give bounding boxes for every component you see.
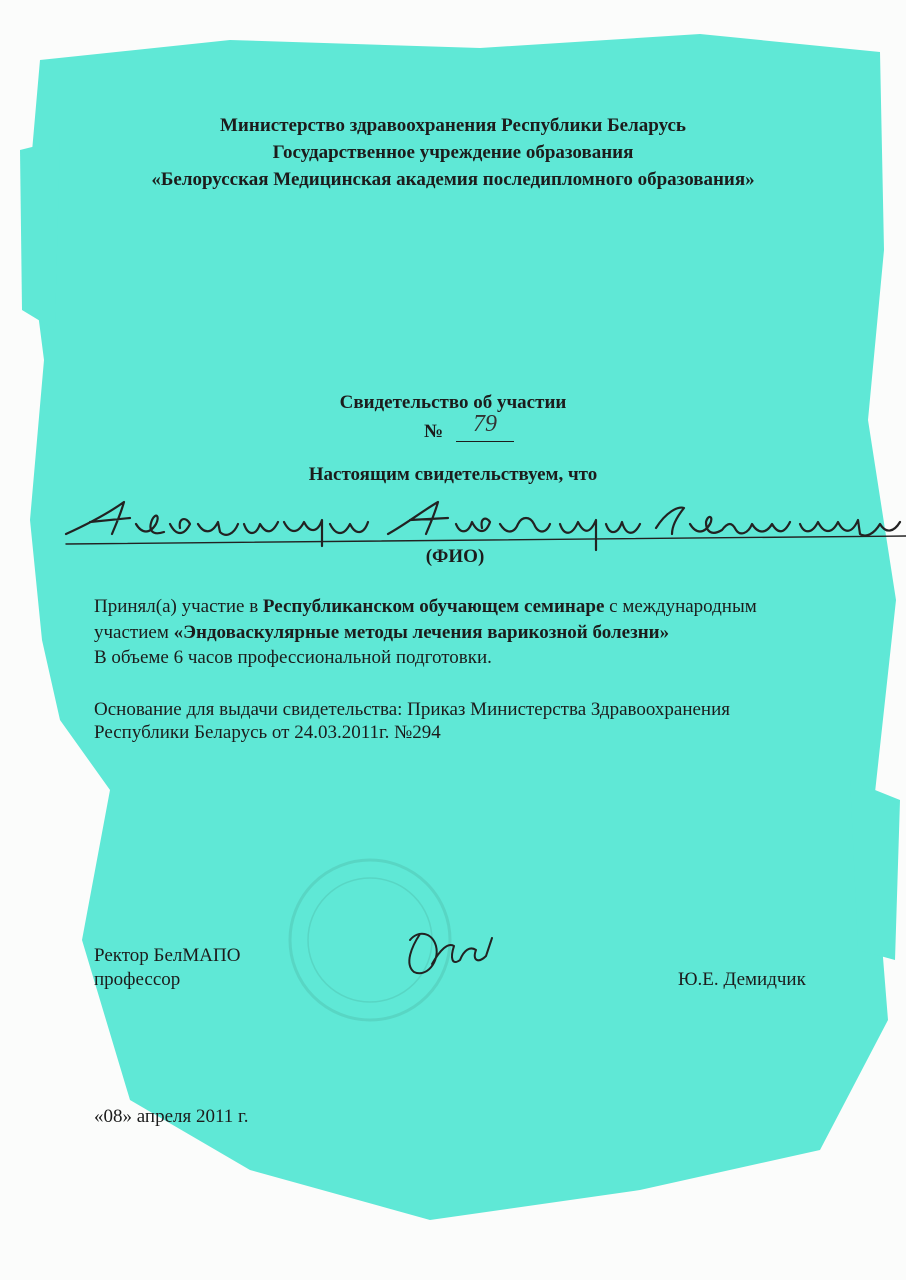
signatory-title: Ректор БелМАПО <box>94 945 241 966</box>
signatory-name: Ю.Е. Демидчик <box>678 969 806 990</box>
basis-line-1: Основание для выдачи свидетельства: Приказ Министерства Здравоохранения <box>94 699 731 720</box>
training-hours-line: В объеме 6 часов профессиональной подготовки. <box>94 647 492 668</box>
number-label: № <box>424 421 444 442</box>
certificate-title: Свидетельство об участии <box>339 392 567 413</box>
institution-type-heading: Государственное учреждение образования <box>272 142 634 163</box>
basis-line-2: Республики Беларусь от 24.03.2011г. №294 <box>94 722 441 743</box>
name-caption: (ФИО) <box>425 546 485 567</box>
certificate-number: 79 <box>473 411 497 437</box>
signatory-rank: профессор <box>94 969 181 990</box>
ministry-heading: Министерство здравоохранения Республики Беларусь <box>220 115 686 136</box>
rector-signature <box>392 920 502 990</box>
number-underline <box>456 441 514 442</box>
issue-date: «08» апреля 2011 г. <box>94 1106 249 1127</box>
attestation-line: Настоящим свидетельствуем, что <box>308 464 598 485</box>
participation-line-2: участием «Эндоваскулярные методы лечения варикозной болезни» <box>94 622 670 643</box>
academy-heading: «Белорусская Медицинская академия последипломного образования» <box>151 169 755 190</box>
participation-line-1: Принял(а) участие в Республиканском обучающем семинаре с международным <box>94 596 757 617</box>
